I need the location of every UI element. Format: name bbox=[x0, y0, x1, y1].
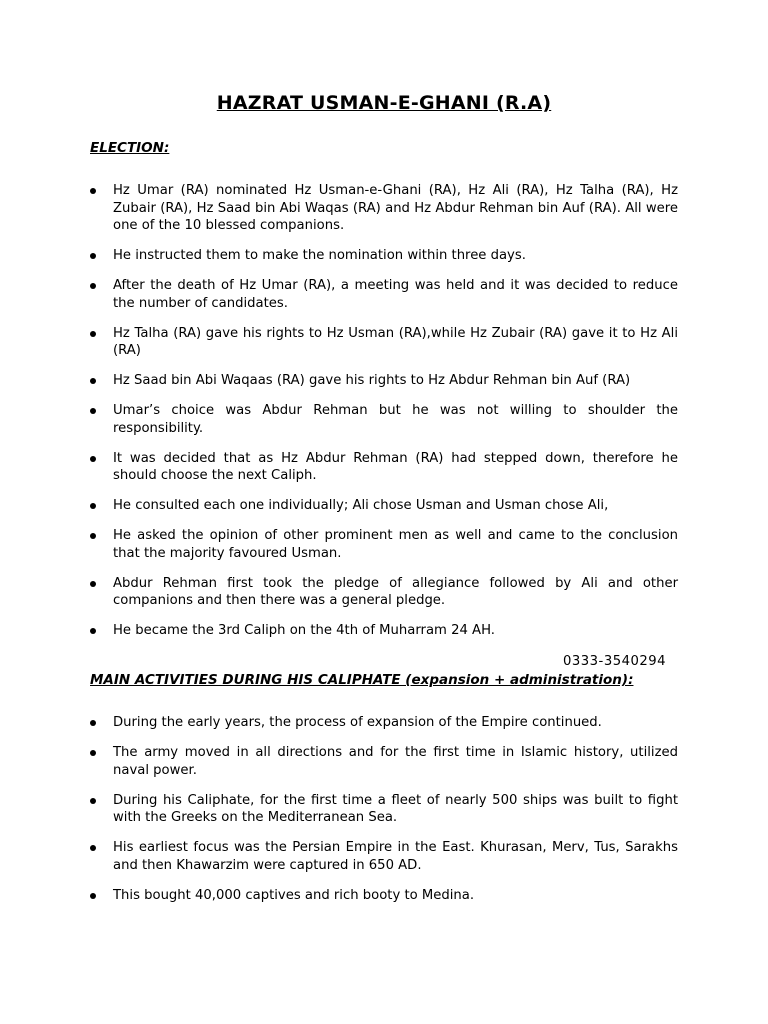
bullet-icon bbox=[90, 503, 96, 509]
bullet-icon bbox=[90, 628, 96, 634]
list-item bbox=[90, 527, 678, 562]
bullet-icon bbox=[90, 750, 96, 756]
list-item bbox=[90, 450, 678, 485]
bullet-icon bbox=[90, 533, 96, 539]
list-item-text: Abdur Rehman first took the pledge of allegiance followed by Ali and other companions and then there was a general pledge. bbox=[113, 575, 678, 608]
list-item bbox=[90, 325, 678, 360]
list-item-text: During the early years, the process of expansion of the Empire continued. bbox=[113, 715, 602, 730]
bullet-icon bbox=[90, 283, 96, 289]
bullet-icon bbox=[90, 720, 96, 726]
list-item-text: Umar’s choice was Abdur Rehman but he was not willing to shoulder the responsibility. bbox=[113, 403, 678, 436]
list-item bbox=[90, 575, 678, 610]
bullet-icon bbox=[90, 581, 96, 587]
list-item-text: Hz Umar (RA) nominated Hz Usman-e-Ghani (RA), Hz Ali (RA), Hz Talha (RA), Hz Zubair (RA), Hz Saad bin Abi Waqas (RA) and Hz Abdur Rehman bin Auf (RA). All were one of the 10 blessed companions. bbox=[113, 183, 678, 233]
list-item-text: He instructed them to make the nomination within three days. bbox=[113, 248, 526, 263]
activities-bullet-list bbox=[90, 714, 678, 917]
list-item-text: This bought 40,000 captives and rich booty to Medina. bbox=[113, 887, 475, 903]
list-item-text: Hz Saad bin Abi Waqaas (RA) gave his rights to Hz Abdur Rehman bin Auf (RA) bbox=[113, 373, 631, 388]
list-item-text: It was decided that as Hz Abdur Rehman (RA) had stepped down, therefore he should choose the next Caliph. bbox=[113, 450, 678, 483]
list-item bbox=[90, 247, 678, 265]
bullet-icon bbox=[90, 331, 96, 337]
section-heading-main-activities: MAIN ACTIVITIES DURING HIS CALIPHATE (expansion + administration): bbox=[90, 672, 634, 688]
bullet-icon bbox=[90, 456, 96, 462]
list-item-text: His earliest focus was the Persian Empire in the East. Khurasan, Merv, Tus, Sarakhs and then Khawarzim were captured in 650 AD. bbox=[113, 840, 678, 873]
phone-number: 0333-3540294 bbox=[563, 654, 667, 669]
list-item bbox=[90, 402, 678, 437]
election-bullet-list bbox=[90, 182, 678, 652]
list-item-text: He asked the opinion of other prominent men as well and came to the conclusion that the majority favoured Usman. bbox=[113, 528, 678, 561]
list-item-text: During his Caliphate, for the first time a fleet of nearly 500 ships was built to fight with the Greeks on the Mediterranean Sea. bbox=[113, 792, 678, 825]
list-item bbox=[90, 497, 678, 515]
list-item bbox=[90, 622, 678, 640]
list-item bbox=[90, 839, 678, 874]
list-item bbox=[90, 372, 678, 390]
bullet-icon bbox=[90, 253, 96, 259]
list-item bbox=[90, 792, 678, 827]
list-item-text: He became the 3rd Caliph on the 4th of Muharram 24 AH. bbox=[113, 623, 495, 638]
bullet-icon bbox=[90, 378, 96, 384]
list-item bbox=[90, 714, 678, 732]
list-item-text: He consulted each one individually; Ali chose Usman and Usman chose Ali, bbox=[113, 498, 609, 513]
section-heading-election: ELECTION: bbox=[90, 140, 170, 156]
bullet-icon bbox=[90, 893, 96, 899]
document-title: HAZRAT USMAN-E-GHANI (R.A) bbox=[216, 92, 552, 114]
list-item bbox=[90, 277, 678, 312]
bullet-icon bbox=[90, 188, 96, 194]
list-item-text: The army moved in all directions and for the first time in Islamic history, utilized naval power. bbox=[113, 745, 678, 778]
bullet-icon bbox=[90, 408, 96, 414]
list-item-text: Hz Talha (RA) gave his rights to Hz Usman (RA),while Hz Zubair (RA) gave it to Hz Ali (RA) bbox=[113, 325, 678, 358]
list-item bbox=[90, 887, 678, 905]
list-item-text: After the death of Hz Umar (RA), a meeting was held and it was decided to reduce the number of candidates. bbox=[113, 278, 678, 311]
list-item bbox=[90, 744, 678, 779]
bullet-icon bbox=[90, 845, 96, 851]
list-item bbox=[90, 182, 678, 235]
bullet-icon bbox=[90, 798, 96, 804]
